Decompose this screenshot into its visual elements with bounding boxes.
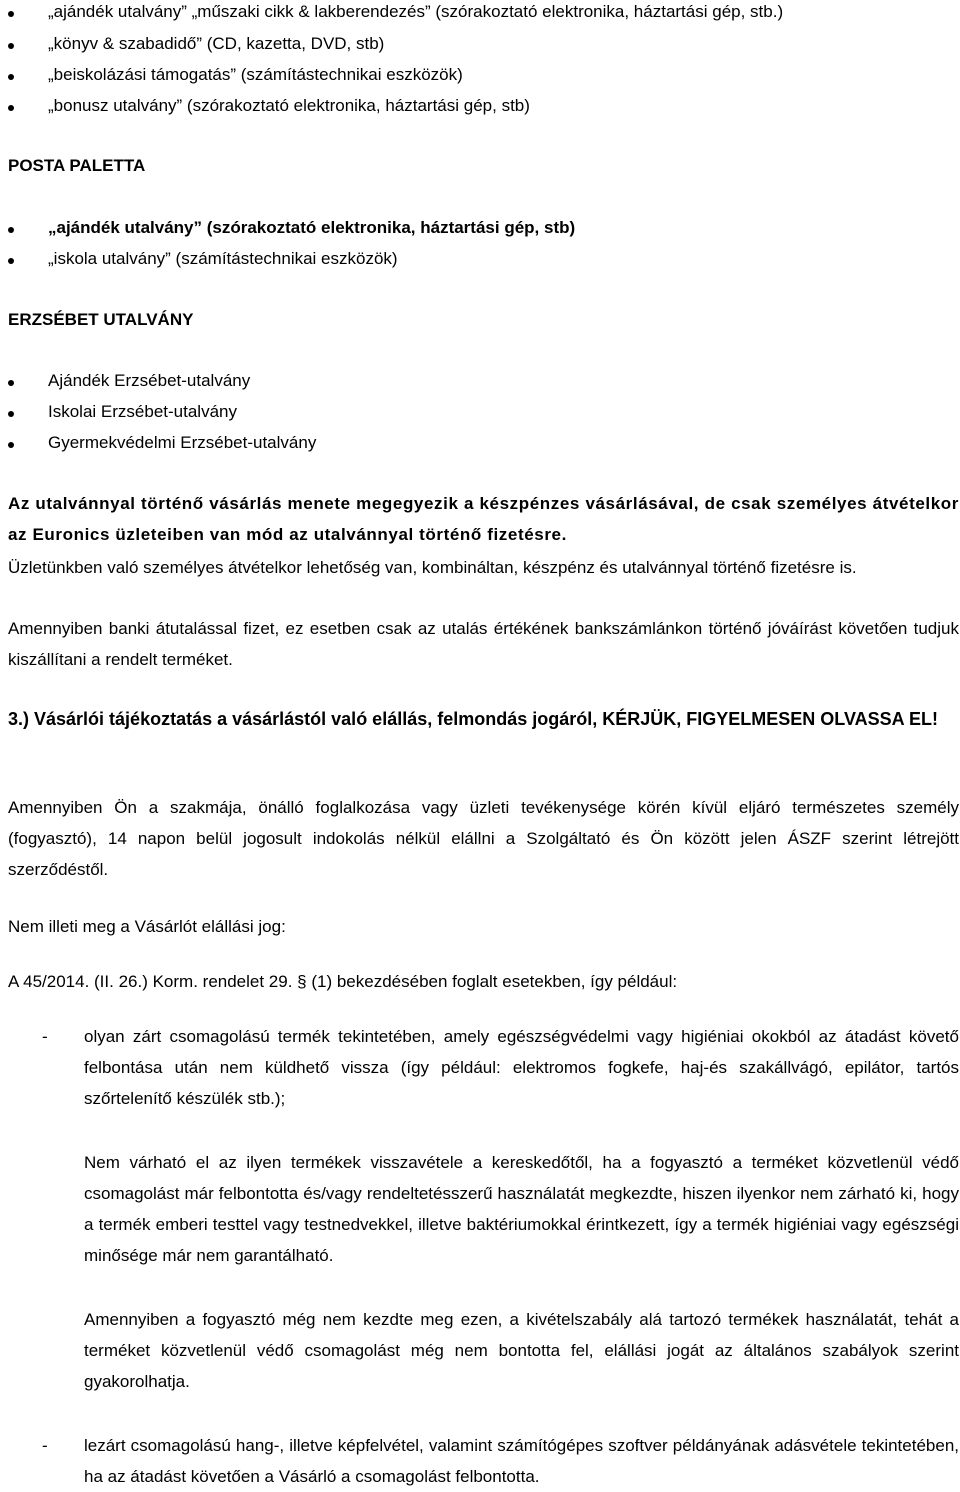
heading-erzsebet-utalvany: ERZSÉBET UTALVÁNY xyxy=(8,310,194,329)
bullet-icon xyxy=(8,105,14,111)
no-withdrawal-paragraph: Nem illeti meg a Vásárlót elállási jog: xyxy=(8,917,286,936)
bank-transfer-paragraph: Amennyiben banki átutalással fizet, ez esetben csak az utalás értékének bankszámlánkon történő jóváírást követően tudjuk kiszállítani a rendelt terméket. xyxy=(8,619,959,669)
hygiene-explanation-paragraph: Nem várható el az ilyen termékek visszavétele a kereskedőtől, ha a fogyasztó a terméket közvetlenül védő csomagolást már felbontotta és/vagy rendeltetésszerű használatát megkezdte, hiszen ilyenkor nem zárható ki, hogy a termék emberi testtel vagy testnedvekkel, illetve baktériumokkal érintkezett, így a termék higiéniai vagy egészségi minősége már nem garantálható. xyxy=(84,1153,959,1265)
bullet-icon xyxy=(8,43,14,49)
voucher-combined-paragraph: Üzletünkben való személyes átvételkor lehetőség van, kombináltan, készpénz és utalvánnyal történő fizetésre is. xyxy=(8,558,857,577)
consumer-withdrawal-paragraph: Amennyiben Ön a szakmája, önálló foglalkozása vagy üzleti tevékenysége körén kívül eljáró természetes személy (fogyasztó), 14 napon belül jogosult indokolás nélkül elállni a Szolgáltató és Ön között jelen ÁSZF szerint létrejött szerződéstől. xyxy=(8,798,959,879)
list-item: „könyv & szabadidő” (CD, kazetta, DVD, stb) xyxy=(8,28,948,59)
list-item: Ajándék Erzsébet-utalvány xyxy=(8,365,948,396)
bullet-icon xyxy=(8,442,14,448)
bullet-icon xyxy=(8,258,14,264)
list-item: „ajándék utalvány” „műszaki cikk & lakberendezés” (szórakoztató elektronika, háztartási gép, stb.) xyxy=(8,0,948,27)
decree-paragraph: A 45/2014. (II. 26.) Korm. rendelet 29. § (1) bekezdésében foglalt esetekben, így például: xyxy=(8,972,678,991)
bullet-icon xyxy=(8,11,14,17)
unused-product-paragraph: Amennyiben a fogyasztó még nem kezdte meg ezen, a kivételszabály alá tartozó termékek használatát, tehát a terméket közvetlenül védő csomagolást még nem bontotta fel, elállási jogát az általános szabályok szerint gyakorolhatja. xyxy=(84,1310,959,1391)
voucher-payment-paragraph: Az utalvánnyal történő vásárlás menete megegyezik a készpénzes vásárlásával, de csak személyes átvételkor az Euronics üzleteiben van mód az utalvánnyal történő fizetésre. xyxy=(8,494,959,544)
heading-posta-paletta: POSTA PALETTA xyxy=(8,156,146,175)
bullet-icon xyxy=(8,227,14,233)
list-item: „ajándék utalvány” (szórakoztató elektronika, háztartási gép, stb) xyxy=(8,212,948,243)
bullet-icon xyxy=(8,380,14,386)
list-item: „bonusz utalvány” (szórakoztató elektronika, háztartási gép, stb) xyxy=(8,90,948,121)
bullet-icon xyxy=(8,411,14,417)
section-3-heading: 3.) Vásárlói tájékoztatás a vásárlástól való elállás, felmondás jogáról, KÉRJÜK, FIGYELMESEN OLVASSA EL! xyxy=(8,709,938,729)
list-item: „beiskolázási támogatás” (számítástechnikai eszközök) xyxy=(8,59,948,90)
list-item: „iskola utalvány” (számítástechnikai eszközök) xyxy=(8,243,948,274)
list-item: Gyermekvédelmi Erzsébet-utalvány xyxy=(8,427,948,458)
list-item: Iskolai Erzsébet-utalvány xyxy=(8,396,948,427)
bullet-icon xyxy=(8,74,14,80)
